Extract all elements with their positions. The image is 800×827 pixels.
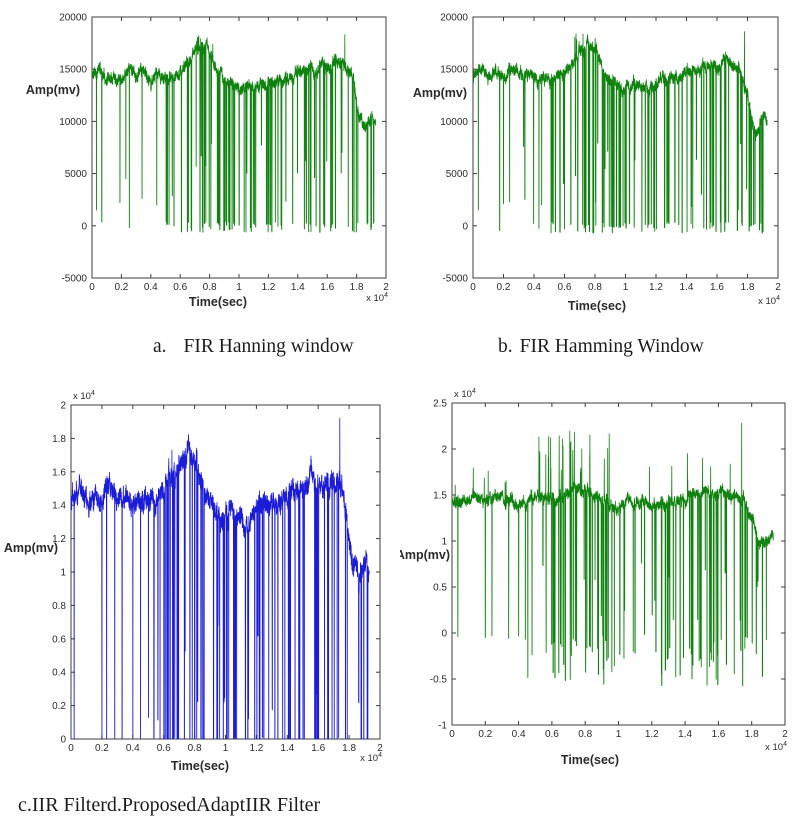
iir-filtered-plot <box>0 378 400 790</box>
y-axis-exponent: x $10^4$ <box>73 390 95 402</box>
y-tick-label: 15000 <box>59 64 87 76</box>
y-tick-label: 0 <box>81 221 87 233</box>
x-tick-label: 0.6 <box>156 743 171 754</box>
x-tick-label: 0.4 <box>511 729 526 740</box>
x-tick-label: 1 <box>615 729 622 740</box>
y-tick-label: 1.8 <box>52 433 66 445</box>
chart-proposed-adapt-iir <box>400 378 800 790</box>
x-tick-label: 0.6 <box>544 729 559 740</box>
x-tick-label: 0.6 <box>557 282 572 293</box>
y-axis-exponent: x $10^4$ <box>454 388 476 400</box>
x-tick-label: 0.8 <box>588 282 602 293</box>
caption-a-text: FIR Hanning window <box>183 336 354 357</box>
y-tick-label: 0 <box>441 628 447 640</box>
x-tick-label: 1.8 <box>740 282 755 293</box>
fir-hanning-plot <box>0 0 400 340</box>
caption-b-text: FIR Hamming Window <box>519 336 704 357</box>
x-tick-label: 1.4 <box>280 743 295 754</box>
chart-fir-hanning <box>0 0 400 340</box>
proposed-adapt-iir-plot <box>400 378 800 790</box>
y-tick-label: 1 <box>60 567 66 579</box>
y-tick-label: 0.2 <box>52 701 66 713</box>
x-tick-label: 0.8 <box>187 743 202 754</box>
x-tick-label: 1.2 <box>649 282 663 293</box>
y-tick-label: 0 <box>60 734 66 746</box>
x-tick-label: 2 <box>383 282 389 293</box>
x-tick-label: 1.2 <box>261 282 276 293</box>
x-axis-exponent: x $10^4$ <box>758 295 780 307</box>
caption-a-prefix: a. <box>153 336 167 357</box>
x-tick-label: 0.6 <box>173 282 188 293</box>
x-tick-label: 0.8 <box>202 282 217 293</box>
x-tick-label: 2 <box>782 729 788 740</box>
x-tick-label: 1.6 <box>311 743 326 754</box>
y-tick-label: 10000 <box>440 116 468 128</box>
x-tick-label: 0.2 <box>114 282 129 293</box>
y-tick-label: -1 <box>438 720 447 732</box>
y-tick-label: 1 <box>441 536 447 548</box>
y-tick-label: 15000 <box>440 64 468 76</box>
y-axis-label: Amp(mv) <box>412 86 467 100</box>
y-tick-label: 5000 <box>64 169 87 181</box>
y-tick-label: 1.6 <box>52 467 66 479</box>
x-tick-label: 1 <box>622 282 629 293</box>
x-tick-label: 2 <box>377 743 383 754</box>
y-tick-label: 1.2 <box>52 534 66 546</box>
y-axis-label: Amp(mv) <box>3 541 58 555</box>
x-tick-label: 0 <box>89 282 95 293</box>
x-tick-label: 1.8 <box>349 282 364 293</box>
plot-frame <box>71 405 380 739</box>
y-tick-label: 20000 <box>440 12 468 24</box>
y-tick-label: 1.4 <box>52 500 66 512</box>
x-tick-label: 0.4 <box>527 282 541 293</box>
y-tick-label: 20000 <box>59 12 87 24</box>
y-tick-label: -0.5 <box>429 674 447 686</box>
x-tick-label: 1.2 <box>644 729 659 740</box>
x-axis-label: Time(sec) <box>560 753 620 767</box>
y-tick-label: 2 <box>60 400 66 412</box>
y-tick-label: 0.8 <box>52 600 66 612</box>
x-tick-label: 0.4 <box>125 743 140 754</box>
x-tick-label: 1.4 <box>679 282 694 293</box>
x-tick-label: 0.2 <box>496 282 511 293</box>
y-tick-label: 0.6 <box>52 634 66 646</box>
x-tick-label: 0 <box>470 282 476 293</box>
caption-b-prefix: b. <box>498 336 513 357</box>
x-tick-label: 1.8 <box>744 729 759 740</box>
x-tick-label: 1.2 <box>249 743 264 754</box>
x-axis-exponent: x $10^4$ <box>366 292 388 304</box>
x-tick-label: 1.6 <box>320 282 335 293</box>
x-tick-label: 1.6 <box>711 729 726 740</box>
y-tick-label: 2.5 <box>433 398 447 410</box>
x-axis-exponent: x $10^4$ <box>360 752 382 764</box>
x-axis-label: Time(sec) <box>170 759 230 773</box>
y-tick-label: 0.4 <box>52 667 66 679</box>
y-tick-label: 2 <box>441 444 447 456</box>
chart-fir-hamming <box>400 0 800 340</box>
x-tick-label: 1.4 <box>678 729 693 740</box>
x-axis-label: Time(sec) <box>567 299 627 313</box>
x-tick-label: 0.8 <box>578 729 593 740</box>
caption-bottom-row: c.IIR Filterd.ProposedAdaptIIR Filter <box>18 794 321 816</box>
caption-fir-hamming <box>498 336 704 358</box>
y-axis-label: Amp(mv) <box>400 548 450 562</box>
y-tick-label: 0.5 <box>433 582 447 594</box>
x-tick-label: 1.8 <box>342 743 357 754</box>
x-tick-label: 1 <box>236 282 242 293</box>
y-axis-label: Amp(mv) <box>25 83 80 97</box>
y-tick-label: 0 <box>462 221 468 233</box>
x-tick-label: 0 <box>68 743 74 754</box>
x-tick-label: 2 <box>775 282 781 293</box>
y-tick-label: -5000 <box>442 273 468 285</box>
caption-fir-hanning <box>153 336 354 358</box>
plot-frame <box>452 403 785 725</box>
y-tick-label: -5000 <box>61 273 87 285</box>
y-tick-label: 5000 <box>445 169 468 181</box>
x-tick-label: 0.4 <box>143 282 158 293</box>
y-tick-label: 1.5 <box>433 490 447 502</box>
x-tick-label: 0.2 <box>478 729 493 740</box>
x-tick-label: 0.2 <box>94 743 109 754</box>
x-tick-label: 0 <box>449 729 455 740</box>
x-tick-label: 1 <box>222 743 229 754</box>
x-axis-label: Time(sec) <box>188 295 248 309</box>
fir-hamming-plot <box>400 0 800 340</box>
x-axis-exponent: x $10^4$ <box>765 741 787 753</box>
chart-iir-filtered <box>0 378 400 790</box>
x-tick-label: 1.6 <box>710 282 724 293</box>
y-tick-label: 10000 <box>59 116 87 128</box>
x-tick-label: 1.4 <box>290 282 305 293</box>
